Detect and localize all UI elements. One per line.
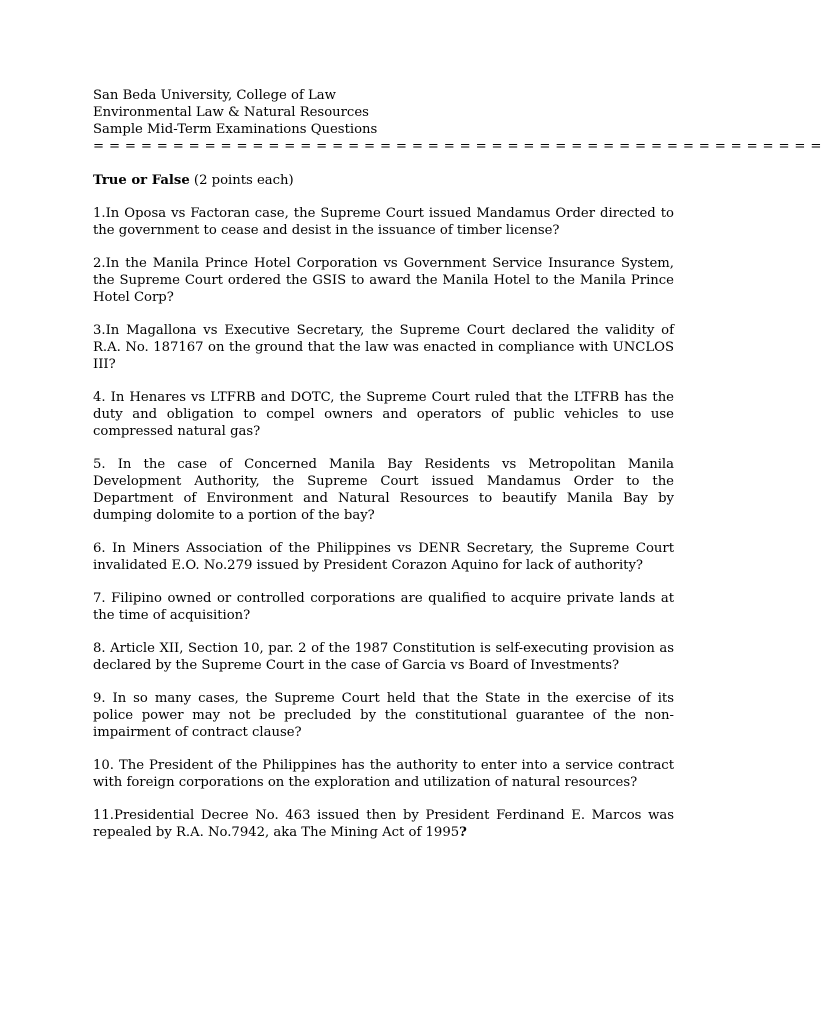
question-item: 8. Article XII, Section 10, par. 2 of the 1987 Constitution is self-executing provision as declared by the Supreme Court in the case of Garcia vs Board of Investments?	[93, 641, 674, 673]
question-item: 9. In so many cases, the Supreme Court held that the State in the exercise of its police power may not be precluded by the constitutional guarantee of the non-impairment of contract clause?	[93, 691, 674, 740]
document-header	[93, 87, 822, 155]
header-subject: Environmental Law & Natural Resources	[93, 105, 369, 120]
section-points: (2 points each)	[193, 173, 294, 188]
question-item: 1.In Oposa vs Factoran case, the Supreme Court issued Mandamus Order directed to the government to cease and desist in the issuance of timber license?	[93, 206, 674, 238]
question-item: 10. The President of the Philippines has the authority to enter into a service contract with foreign corporations on the exploration and utilization of natural resources?	[93, 758, 674, 790]
header-divider: = = = = = = = = = = = = = = = = = = = = = = = = = = = = = = = = = = = = = = = = = = = = = =	[93, 139, 822, 154]
question-item: 2.In the Manila Prince Hotel Corporation vs Government Service Insurance System, the Supreme Court ordered the GSIS to award the Manila Hotel to the Manila Prince Hotel Corp?	[93, 256, 674, 305]
last-question-mark: ?	[459, 825, 467, 840]
section-title: True or False	[93, 173, 190, 188]
section-heading	[93, 172, 674, 189]
header-school: San Beda University, College of Law	[93, 88, 336, 103]
last-question-text: 11.Presidential Decree No. 463 issued then by President Ferdinand E. Marcos was repealed by R.A. No.7942, aka The Mining Act of 1995	[93, 808, 674, 840]
question-item: 3.In Magallona vs Executive Secretary, the Supreme Court declared the validity of R.A. No. 187167 on the ground that the law was enacted in compliance with UNCLOS III?	[93, 323, 674, 372]
question-item: 7. Filipino owned or controlled corporations are qualified to acquire private lands at the time of acquisition?	[93, 591, 674, 623]
document-page	[93, 87, 822, 841]
question-list	[93, 205, 674, 841]
header-exam-title: Sample Mid-Term Examinations Questions	[93, 122, 378, 137]
question-item: 5. In the case of Concerned Manila Bay Residents vs Metropolitan Manila Development Authority, the Supreme Court issued Mandamus Order to the Department of Environment and Natural Resources to beautify Manila Bay by dumping dolomite to a portion of the bay?	[93, 457, 674, 523]
question-item: 6. In Miners Association of the Philippines vs DENR Secretary, the Supreme Court invalidated E.O. No.279 issued by President Corazon Aquino for lack of authority?	[93, 541, 674, 573]
question-item: 4. In Henares vs LTFRB and DOTC, the Supreme Court ruled that the LTFRB has the duty and obligation to compel owners and operators of public vehicles to use compressed natural gas?	[93, 390, 674, 439]
question-item-last	[93, 807, 674, 841]
